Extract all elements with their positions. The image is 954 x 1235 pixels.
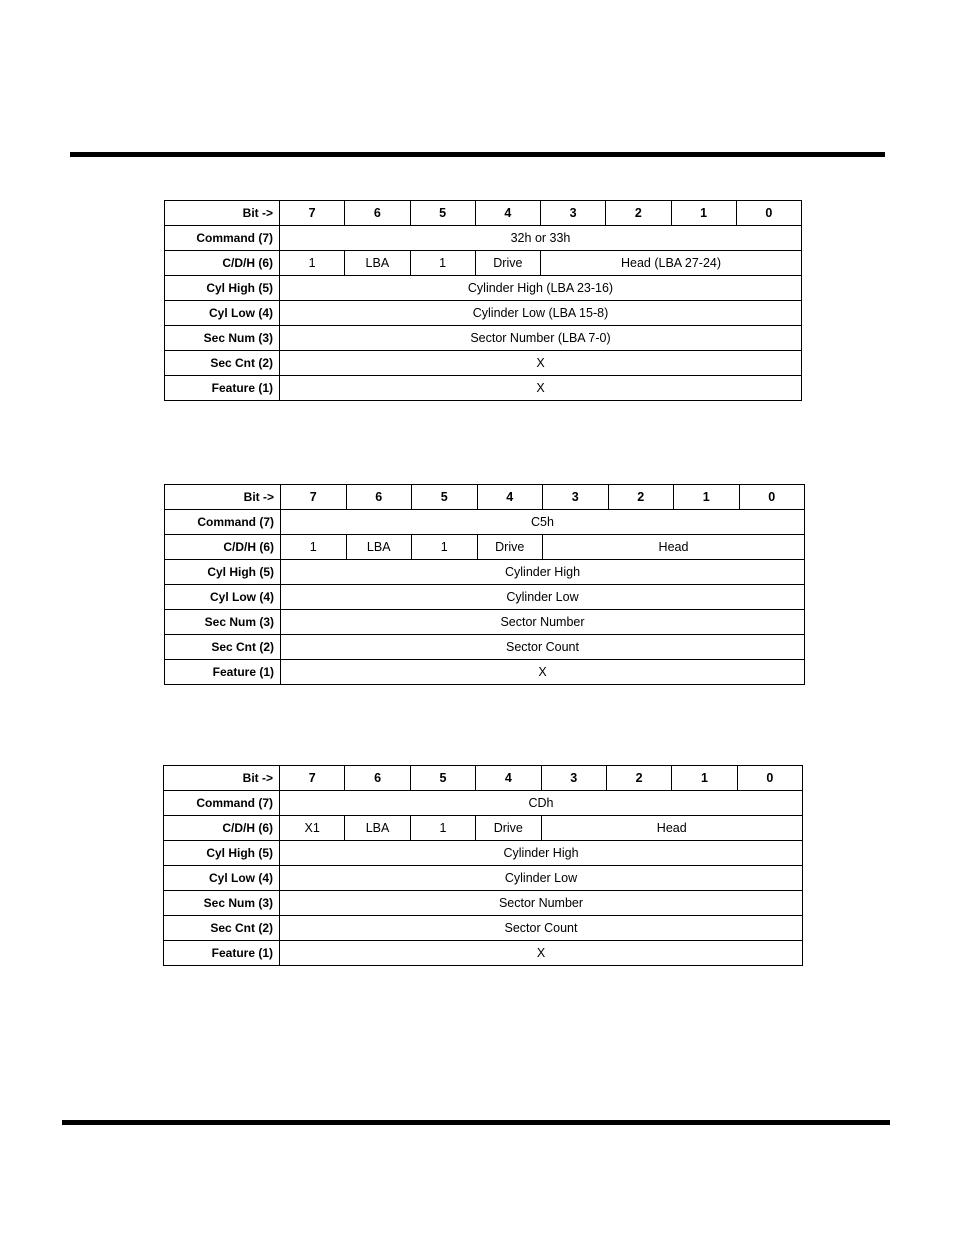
cyl-low-value: Cylinder Low	[281, 585, 805, 610]
sec-cnt-value: Sector Count	[281, 635, 805, 660]
bit-7: 7	[281, 485, 347, 510]
cdh-label: C/D/H (6)	[164, 816, 280, 841]
cdh-bit-6: LBA	[345, 816, 410, 841]
feature-label: Feature (1)	[165, 660, 281, 685]
bit-3: 3	[541, 766, 606, 791]
sec-num-value: Sector Number (LBA 7-0)	[280, 326, 802, 351]
bit-4: 4	[476, 766, 541, 791]
command-label: Command (7)	[165, 226, 280, 251]
cyl-high-label: Cyl High (5)	[165, 276, 280, 301]
bit-header-row	[165, 485, 805, 510]
bit-4: 4	[475, 201, 540, 226]
cyl-low-value: Cylinder Low	[280, 866, 803, 891]
bit-2: 2	[606, 201, 671, 226]
command-value: C5h	[281, 510, 805, 535]
cyl-low-value: Cylinder Low (LBA 15-8)	[280, 301, 802, 326]
bit-6: 6	[345, 766, 410, 791]
bit-label: Bit ->	[164, 766, 280, 791]
register-table-read-long	[164, 200, 802, 401]
feature-row	[165, 376, 802, 401]
bit-6: 6	[346, 485, 412, 510]
bit-1: 1	[674, 485, 740, 510]
bit-header-row	[164, 766, 803, 791]
cyl-high-row	[165, 276, 802, 301]
command-row	[164, 791, 803, 816]
sec-cnt-label: Sec Cnt (2)	[165, 351, 280, 376]
command-row	[165, 510, 805, 535]
feature-value: X	[280, 376, 802, 401]
cyl-low-label: Cyl Low (4)	[165, 301, 280, 326]
sec-cnt-label: Sec Cnt (2)	[165, 635, 281, 660]
cyl-high-value: Cylinder High (LBA 23-16)	[280, 276, 802, 301]
bit-5: 5	[410, 201, 475, 226]
bit-2: 2	[608, 485, 674, 510]
cdh-bit-4: Drive	[475, 251, 540, 276]
feature-value: X	[281, 660, 805, 685]
command-row	[165, 226, 802, 251]
sec-num-label: Sec Num (3)	[164, 891, 280, 916]
cdh-bit-6: LBA	[346, 535, 412, 560]
cyl-low-row	[164, 866, 803, 891]
sec-cnt-value: X	[280, 351, 802, 376]
cdh-bit-4: Drive	[477, 535, 543, 560]
cdh-bit-4: Drive	[476, 816, 541, 841]
bit-5: 5	[410, 766, 475, 791]
bit-1: 1	[671, 201, 736, 226]
feature-label: Feature (1)	[164, 941, 280, 966]
bit-label: Bit ->	[165, 201, 280, 226]
bit-6: 6	[345, 201, 410, 226]
cdh-row	[165, 535, 805, 560]
register-table-cdh	[163, 765, 803, 966]
bit-0: 0	[737, 766, 802, 791]
feature-value: X	[280, 941, 803, 966]
cdh-bit-7: X1	[280, 816, 345, 841]
footer-rule	[62, 1120, 890, 1125]
bit-label: Bit ->	[165, 485, 281, 510]
sec-cnt-row	[165, 635, 805, 660]
sec-cnt-value: Sector Count	[280, 916, 803, 941]
cdh-bit-7: 1	[281, 535, 347, 560]
cdh-head: Head	[543, 535, 805, 560]
cyl-low-row	[165, 585, 805, 610]
feature-label: Feature (1)	[165, 376, 280, 401]
cyl-low-label: Cyl Low (4)	[165, 585, 281, 610]
cdh-bit-5: 1	[410, 251, 475, 276]
sec-num-value: Sector Number	[281, 610, 805, 635]
bit-header-row	[165, 201, 802, 226]
sec-cnt-label: Sec Cnt (2)	[164, 916, 280, 941]
cyl-high-label: Cyl High (5)	[164, 841, 280, 866]
command-value: 32h or 33h	[280, 226, 802, 251]
sec-num-row	[165, 326, 802, 351]
cdh-bit-5: 1	[410, 816, 475, 841]
sec-num-row	[165, 610, 805, 635]
cdh-bit-5: 1	[412, 535, 478, 560]
sec-num-label: Sec Num (3)	[165, 326, 280, 351]
cyl-high-row	[165, 560, 805, 585]
bit-4: 4	[477, 485, 543, 510]
cdh-label: C/D/H (6)	[165, 535, 281, 560]
cdh-row	[164, 816, 803, 841]
cdh-bit-7: 1	[280, 251, 345, 276]
sec-cnt-row	[165, 351, 802, 376]
command-value: CDh	[280, 791, 803, 816]
bit-3: 3	[541, 201, 606, 226]
sec-num-label: Sec Num (3)	[165, 610, 281, 635]
sec-num-row	[164, 891, 803, 916]
bit-5: 5	[412, 485, 478, 510]
bit-3: 3	[543, 485, 609, 510]
cyl-high-row	[164, 841, 803, 866]
bit-2: 2	[606, 766, 671, 791]
header-rule	[70, 152, 885, 157]
cyl-high-label: Cyl High (5)	[165, 560, 281, 585]
bit-7: 7	[280, 201, 345, 226]
sec-cnt-row	[164, 916, 803, 941]
cyl-high-value: Cylinder High	[280, 841, 803, 866]
sec-num-value: Sector Number	[280, 891, 803, 916]
cdh-head: Head	[541, 816, 803, 841]
cyl-low-row	[165, 301, 802, 326]
feature-row	[165, 660, 805, 685]
bit-1: 1	[672, 766, 737, 791]
cdh-bit-6: LBA	[345, 251, 410, 276]
bit-0: 0	[739, 485, 805, 510]
command-label: Command (7)	[164, 791, 280, 816]
bit-7: 7	[280, 766, 345, 791]
feature-row	[164, 941, 803, 966]
command-label: Command (7)	[165, 510, 281, 535]
register-table-c5h	[164, 484, 805, 685]
cdh-label: C/D/H (6)	[165, 251, 280, 276]
cyl-low-label: Cyl Low (4)	[164, 866, 280, 891]
cdh-row	[165, 251, 802, 276]
cyl-high-value: Cylinder High	[281, 560, 805, 585]
cdh-head: Head (LBA 27-24)	[541, 251, 802, 276]
bit-0: 0	[736, 201, 801, 226]
